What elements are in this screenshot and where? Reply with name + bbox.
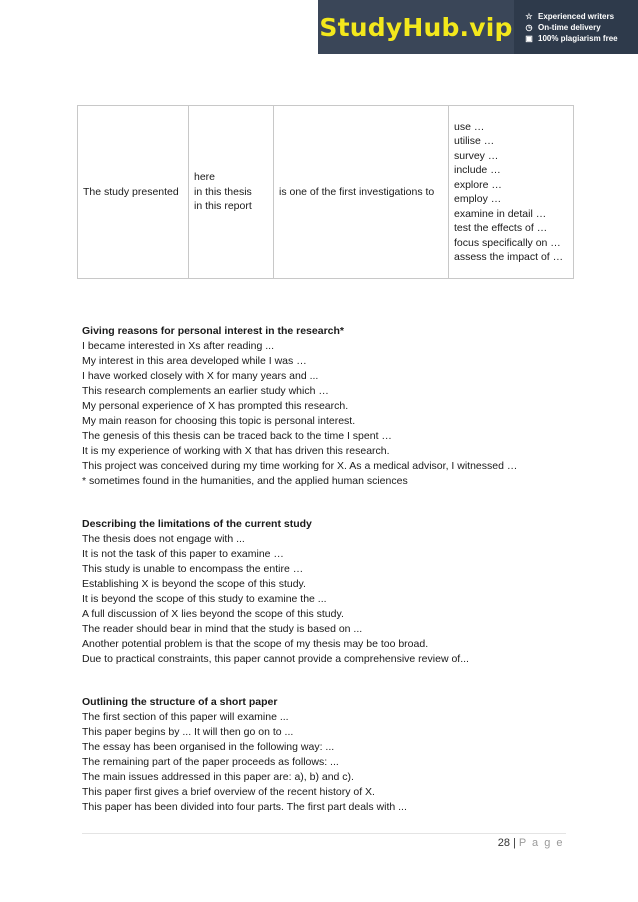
phrase-line: * sometimes found in the humanities, and the applied human sciences	[82, 475, 408, 487]
footer-divider	[82, 833, 566, 834]
feature-on-time-delivery	[524, 23, 638, 32]
table-cell-line: test the effects of …	[454, 222, 548, 234]
phrase-line: A full discussion of X lies beyond the scope of this study.	[82, 608, 344, 620]
phrase-line: The first section of this paper will examine ...	[82, 711, 289, 723]
feature-experienced-writers	[524, 12, 638, 21]
phrase-line: The main issues addressed in this paper are: a), b) and c).	[82, 771, 354, 783]
section	[82, 324, 582, 489]
table-cell-line: here	[194, 171, 216, 184]
feature-label: 100% plagiarism free	[538, 33, 618, 43]
footer-separator: |	[512, 837, 516, 849]
table-cell-line: The study presented	[83, 185, 179, 198]
phrase-line: Due to practical constraints, this paper cannot provide a comprehensive review of...	[82, 653, 469, 665]
phrase-line: The remaining part of the paper proceeds as follows: ...	[82, 756, 339, 768]
banner-features	[514, 0, 638, 54]
table-cell-line: assess the impact of …	[454, 251, 564, 263]
feature-plagiarism-free	[524, 34, 638, 43]
section-title: Describing the limitations of the current study	[82, 518, 312, 530]
table-cell-line: use …	[454, 120, 485, 133]
phrase-line: This study is unable to encompass the entire …	[82, 563, 304, 575]
phrase-line: It is not the task of this paper to examine …	[82, 548, 284, 560]
table-cell-line: employ …	[454, 193, 502, 205]
phrase-line: My main reason for choosing this topic is personal interest.	[82, 415, 356, 427]
table-cell-location	[189, 106, 274, 279]
table-cell-claim	[274, 106, 449, 279]
phrase-line: It is beyond the scope of this study to examine the ...	[82, 593, 327, 605]
table-cell-line: in this report	[194, 200, 252, 213]
phrase-line: This paper begins by ... It will then go on to ...	[82, 726, 294, 738]
table-cell-line: in this thesis	[194, 185, 252, 198]
phrase-line: My personal experience of X has prompted this research.	[82, 400, 349, 412]
phrase-line: It is my experience of working with X that has driven this research.	[82, 445, 390, 457]
phrase-line: The thesis does not engage with ...	[82, 533, 245, 545]
studyhub-logo[interactable]: StudyHub.vip	[318, 0, 514, 54]
phrase-line: This project was conceived during my time working for X. As a medical advisor, I witnessed …	[82, 460, 518, 472]
phrase-line: The genesis of this thesis can be traced back to the time I spent …	[82, 430, 392, 442]
section-title: Outlining the structure of a short paper	[82, 696, 278, 708]
phrase-line: This research complements an earlier study which …	[82, 385, 329, 397]
main-content	[82, 324, 582, 843]
table-cell-line: utilise …	[454, 135, 495, 147]
feature-label: Experienced writers	[538, 11, 615, 21]
table-cell-line: focus specifically on …	[454, 236, 561, 249]
table-cell-line: explore …	[454, 178, 502, 191]
section	[82, 517, 582, 667]
phrase-line: My interest in this area developed while I was …	[82, 355, 307, 367]
section-title: Giving reasons for personal interest in the research*	[82, 325, 345, 337]
phrase-line: The essay has been organised in the following way: ...	[82, 741, 335, 753]
phrase-line: The reader should bear in mind that the study is based on ...	[82, 623, 363, 635]
table-cell-line: examine in detail …	[454, 207, 547, 220]
section	[82, 695, 582, 815]
page-number: 28	[497, 837, 510, 849]
page-footer	[498, 837, 564, 849]
phrase-line: Establishing X is beyond the scope of this study.	[82, 578, 306, 590]
studyhub-banner[interactable]	[318, 0, 638, 54]
phrase-line: I have worked closely with X for many years and ...	[82, 370, 319, 382]
phrase-table	[77, 105, 574, 279]
table-cell-subject	[78, 106, 189, 279]
table-cell-line: is one of the first investigations to	[279, 185, 435, 198]
phrase-line: This paper has been divided into four parts. The first part deals with ...	[82, 801, 407, 813]
table-cell-line: survey …	[454, 149, 499, 162]
table-cell-verbs	[449, 106, 574, 279]
feature-label: On-time delivery	[538, 22, 601, 32]
phrase-line: This paper first gives a brief overview of the recent history of X.	[82, 786, 375, 798]
page-label: P a g e	[518, 837, 564, 849]
phrase-line: I became interested in Xs after reading ...	[82, 340, 275, 352]
clock-icon: ◷	[525, 22, 533, 32]
star-icon: ☆	[525, 11, 533, 21]
table-cell-line: include …	[454, 164, 501, 176]
phrase-line: Another potential problem is that the scope of my thesis may be too broad.	[82, 638, 429, 650]
table-row	[78, 106, 574, 279]
document-check-icon: ▣	[525, 33, 533, 43]
